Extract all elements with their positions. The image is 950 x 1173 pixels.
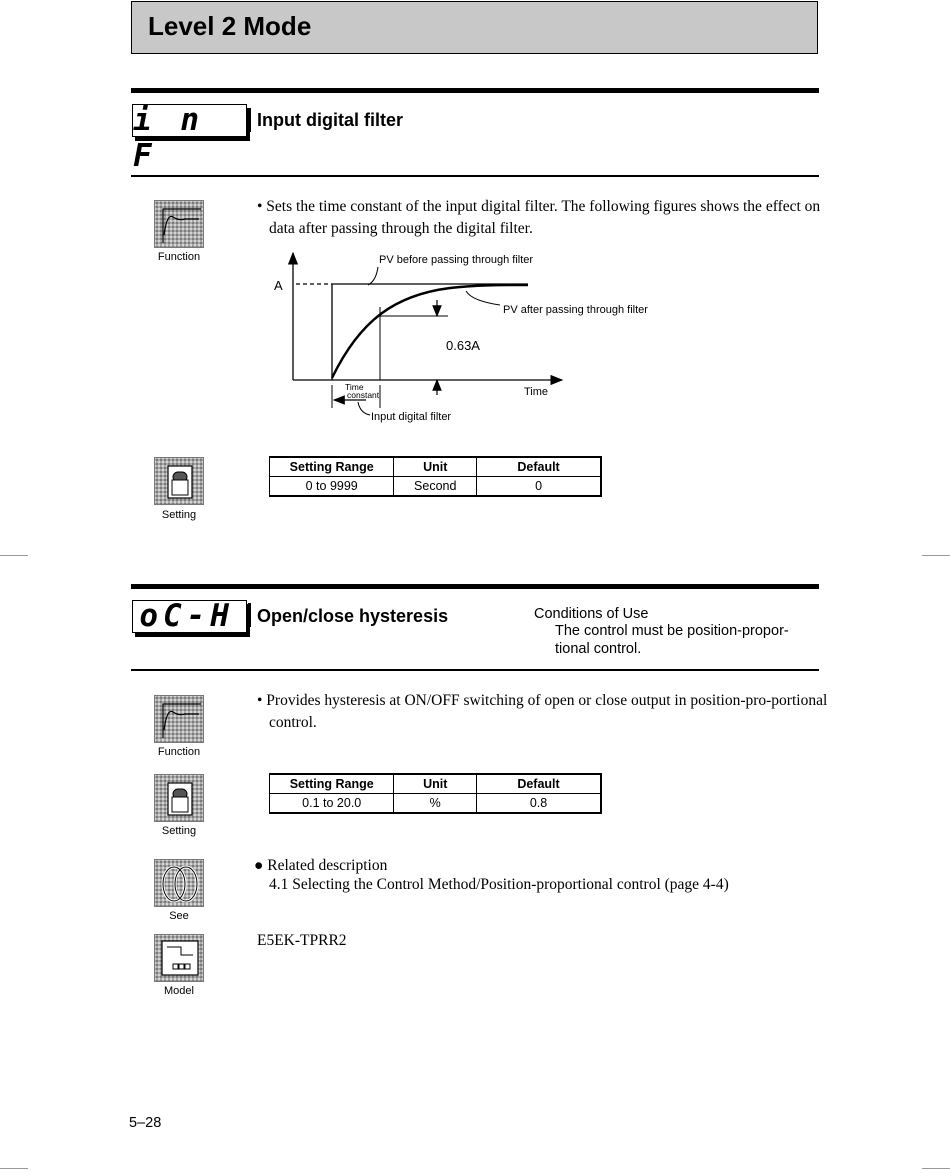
model-icon: [154, 934, 204, 982]
table-header: Unit: [394, 774, 477, 794]
table-cell: 0.1 to 20.0: [270, 794, 394, 814]
setting-label: Setting: [161, 509, 197, 521]
model-text: E5EK-TPRR2: [257, 932, 347, 949]
parameter-title: Open/close hysteresis: [257, 606, 449, 626]
table-cell: 0 to 9999: [270, 477, 394, 497]
label-time-constant: constant: [347, 390, 380, 400]
table-header: Default: [477, 774, 601, 794]
crop-mark: [922, 1168, 950, 1169]
title-bar: [248, 108, 251, 132]
label-pv-before: PV before passing through filter: [379, 254, 534, 266]
table-cell: Second: [394, 477, 477, 497]
table-cell: 0: [477, 477, 601, 497]
label-063a: 0.63A: [446, 338, 480, 353]
label-time: Time: [524, 386, 549, 398]
table-cell: 0.8: [477, 794, 601, 814]
description: • Sets the time constant of the input digital filter. The following figures shows the effect on data after passing through the digital filter.: [257, 198, 821, 237]
section-rule: [131, 88, 819, 93]
see-icon: [154, 859, 204, 907]
label-input-filter: Input digital filter: [371, 411, 452, 423]
conditions-title: Conditions of Use: [534, 606, 649, 622]
model-label: Model: [164, 985, 194, 997]
table-header: Setting Range: [270, 457, 394, 477]
function-icon: [154, 695, 204, 743]
description: • Provides hysteresis at ON/OFF switching of open or close output in position-pro-portional control.: [257, 692, 828, 731]
crop-mark: [0, 555, 28, 556]
section-rule: [131, 669, 819, 671]
lcd-display: [132, 102, 247, 174]
section-rule: [131, 175, 819, 177]
table-cell: %: [394, 794, 477, 814]
pv-after-curve: [332, 285, 528, 378]
setting-table: [269, 773, 602, 814]
lcd-text: i n F: [133, 102, 204, 174]
section-rule: [131, 584, 819, 589]
crop-mark: [922, 555, 950, 556]
table-header: Default: [477, 457, 601, 477]
lcd-text: oC-H: [139, 598, 234, 634]
filter-response-figure: [260, 245, 680, 430]
see-label: See: [169, 910, 189, 922]
function-label: Function: [157, 251, 201, 263]
title-bar: [248, 603, 251, 627]
function-icon: [154, 200, 204, 248]
conditions-text: The control must be position-propor-tional control.: [555, 623, 789, 657]
table-header: Unit: [394, 457, 477, 477]
label-pv-after: PV after passing through filter: [503, 304, 648, 316]
setting-icon: [154, 457, 204, 505]
related-title: ● Related description: [254, 857, 388, 874]
label-a: A: [274, 278, 283, 293]
label-time-constant: Time: [345, 382, 364, 392]
function-label: Function: [157, 746, 201, 758]
setting-icon: [154, 774, 204, 822]
table-header: Setting Range: [270, 774, 394, 794]
page-number: 5–28: [129, 1115, 162, 1131]
lcd-display: [132, 600, 247, 633]
page-title: Level 2 Mode: [148, 11, 312, 41]
related-text: 4.1 Selecting the Control Method/Position-proportional control (page 4-4): [269, 876, 729, 893]
crop-mark: [0, 1168, 28, 1169]
setting-label: Setting: [161, 825, 197, 837]
setting-table: [269, 456, 602, 497]
parameter-title: Input digital filter: [257, 110, 403, 130]
